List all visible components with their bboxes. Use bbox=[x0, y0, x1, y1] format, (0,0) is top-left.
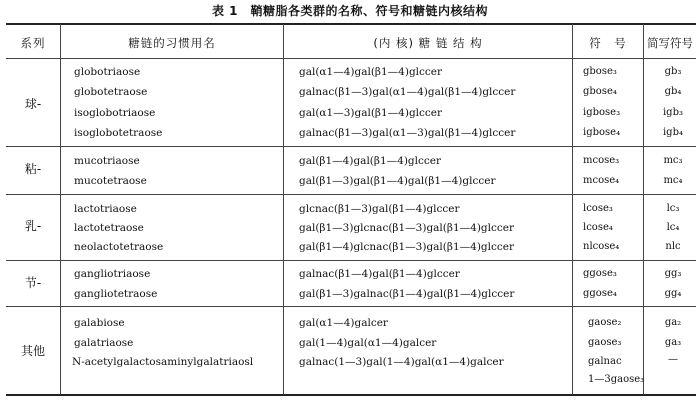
table-row-structure: galnac(1—3)gal(1—4)gal(α1—4)galcer bbox=[299, 356, 504, 368]
header-abbr: 简写符号 bbox=[647, 36, 693, 50]
table-row-symbol: lcose₄ bbox=[583, 222, 613, 233]
table-row-abbr: mc₄ bbox=[663, 175, 683, 186]
table-row-symbol: mcose₃ bbox=[583, 155, 620, 166]
table-row-abbr: igb₃ bbox=[662, 107, 683, 118]
table-row-name: gangliotriaose bbox=[74, 268, 151, 280]
table-row-name: globotetraose bbox=[74, 86, 148, 98]
table-row-abbr: gg₃ bbox=[664, 268, 682, 279]
table-row-name: isoglobotriaose bbox=[74, 107, 156, 119]
table-row-structure: gal(α1—4)galcer bbox=[299, 317, 388, 329]
table-row-structure: galnac(β1—3)gal(α1—4)gal(β1—4)glccer bbox=[299, 86, 516, 98]
table-row-structure: gal(1—4)gal(α1—4)galcer bbox=[299, 337, 437, 349]
table-row-symbol: mcose₄ bbox=[583, 175, 620, 186]
table-row-name: mucotetraose bbox=[74, 175, 147, 187]
series-label-ganglio: 节- bbox=[24, 276, 42, 290]
table-row-structure: gal(β1—3)galnac(β1—4)gal(β1—4)glccer bbox=[299, 288, 515, 300]
table-row-symbol: ggose₃ bbox=[583, 268, 617, 279]
header-symbol: 符 号 bbox=[589, 36, 627, 50]
table-row-name: isoglobotetraose bbox=[74, 127, 163, 139]
table-row-name: lactotriaose bbox=[74, 203, 137, 215]
table-row-symbol-line1: galnac bbox=[588, 356, 622, 367]
table-row-structure: galnac(β1—4)gal(β1—4)glccer bbox=[299, 268, 460, 280]
table-row-abbr: lc₃ bbox=[666, 203, 680, 214]
table-row-abbr: — bbox=[668, 354, 678, 365]
column-divider-1 bbox=[60, 24, 61, 395]
series-label-lacto: 乳- bbox=[24, 219, 42, 233]
table-row-name: lactotetraose bbox=[74, 222, 144, 234]
table-row-abbr: nlc bbox=[665, 241, 681, 252]
table-row-structure: gal(β1—3)glcnac(β1—3)gal(β1—4)glccer bbox=[299, 222, 514, 234]
table-row-structure: gal(β1—4)gal(β1—4)glccer bbox=[299, 155, 442, 167]
table-row-symbol: gaose₃ bbox=[588, 337, 622, 348]
table-row-symbol: gbose₃ bbox=[583, 66, 617, 77]
table-row-name: galatriaose bbox=[74, 337, 134, 349]
table-row-structure: gal(β1—4)glcnac(β1—3)gal(β1—4)glccer bbox=[299, 241, 514, 253]
table-row-name: neolactotetraose bbox=[74, 241, 164, 253]
header-bottom-rule bbox=[6, 58, 696, 59]
column-divider-3 bbox=[572, 24, 573, 395]
table-row-symbol: gbose₄ bbox=[583, 86, 617, 97]
table-row-structure: galnac(β1—3)gal(α1—3)gal(β1—4)glccer bbox=[299, 127, 516, 139]
table-row-structure: gal(β1—3)gal(β1—4)gal(β1—4)glccer bbox=[299, 175, 496, 187]
table-row-name: mucotriaose bbox=[74, 155, 140, 167]
table-row-symbol: lcose₃ bbox=[583, 203, 613, 214]
table-row-abbr: gb₃ bbox=[664, 66, 682, 77]
series-label-globo: 球- bbox=[24, 97, 42, 111]
header-series: 系列 bbox=[20, 36, 46, 50]
table-row-abbr: lc₄ bbox=[666, 222, 680, 233]
table-row-symbol: ggose₄ bbox=[583, 288, 617, 299]
column-divider-2 bbox=[283, 24, 284, 395]
table-row-name: gangliotetraose bbox=[74, 288, 158, 300]
header-name: 糖链的习惯用名 bbox=[128, 36, 216, 50]
group-divider-3 bbox=[6, 260, 696, 261]
table-row-symbol: igbose₄ bbox=[583, 127, 621, 138]
table-row-structure: gal(α1—4)gal(β1—4)glccer bbox=[299, 66, 443, 78]
table-row-name: N-acetylgalactosaminylgalatriaosl bbox=[72, 356, 254, 368]
table-row-abbr: ga₃ bbox=[664, 337, 682, 348]
table-row-structure: glcnac(β1—3)gal(β1—4)glccer bbox=[299, 203, 460, 215]
header-structure: (内 核) 糖 链 结 构 bbox=[373, 36, 483, 50]
table-row-structure: gal(α1—3)gal(β1—4)glccer bbox=[299, 107, 443, 119]
series-label-other: 其他 bbox=[20, 344, 45, 358]
table-top-rule bbox=[6, 23, 696, 25]
table-row-abbr: igb₄ bbox=[662, 127, 683, 138]
group-divider-2 bbox=[6, 194, 696, 195]
table-row-abbr: gg₄ bbox=[664, 288, 682, 299]
group-divider-4 bbox=[6, 306, 696, 307]
table-row-symbol: gaose₂ bbox=[588, 317, 622, 328]
table-row-name: globotriaose bbox=[74, 66, 141, 78]
series-label-muco: 粘- bbox=[24, 162, 42, 176]
table-row-abbr: ga₂ bbox=[664, 317, 682, 328]
table-bottom-rule bbox=[6, 394, 696, 396]
table-caption: 表 1 鞘糖脂各类群的名称、符号和糖链内核结构 bbox=[211, 4, 489, 18]
group-divider-1 bbox=[6, 146, 696, 147]
table-row-symbol-line2: 1—3gaose₃ bbox=[588, 374, 645, 385]
table-row-symbol: nlcose₄ bbox=[583, 241, 620, 252]
table-row-name: galabiose bbox=[74, 317, 125, 329]
table-row-abbr: gb₄ bbox=[664, 86, 682, 97]
table-row-abbr: mc₃ bbox=[663, 155, 683, 166]
table-row-symbol: igbose₃ bbox=[583, 107, 621, 118]
